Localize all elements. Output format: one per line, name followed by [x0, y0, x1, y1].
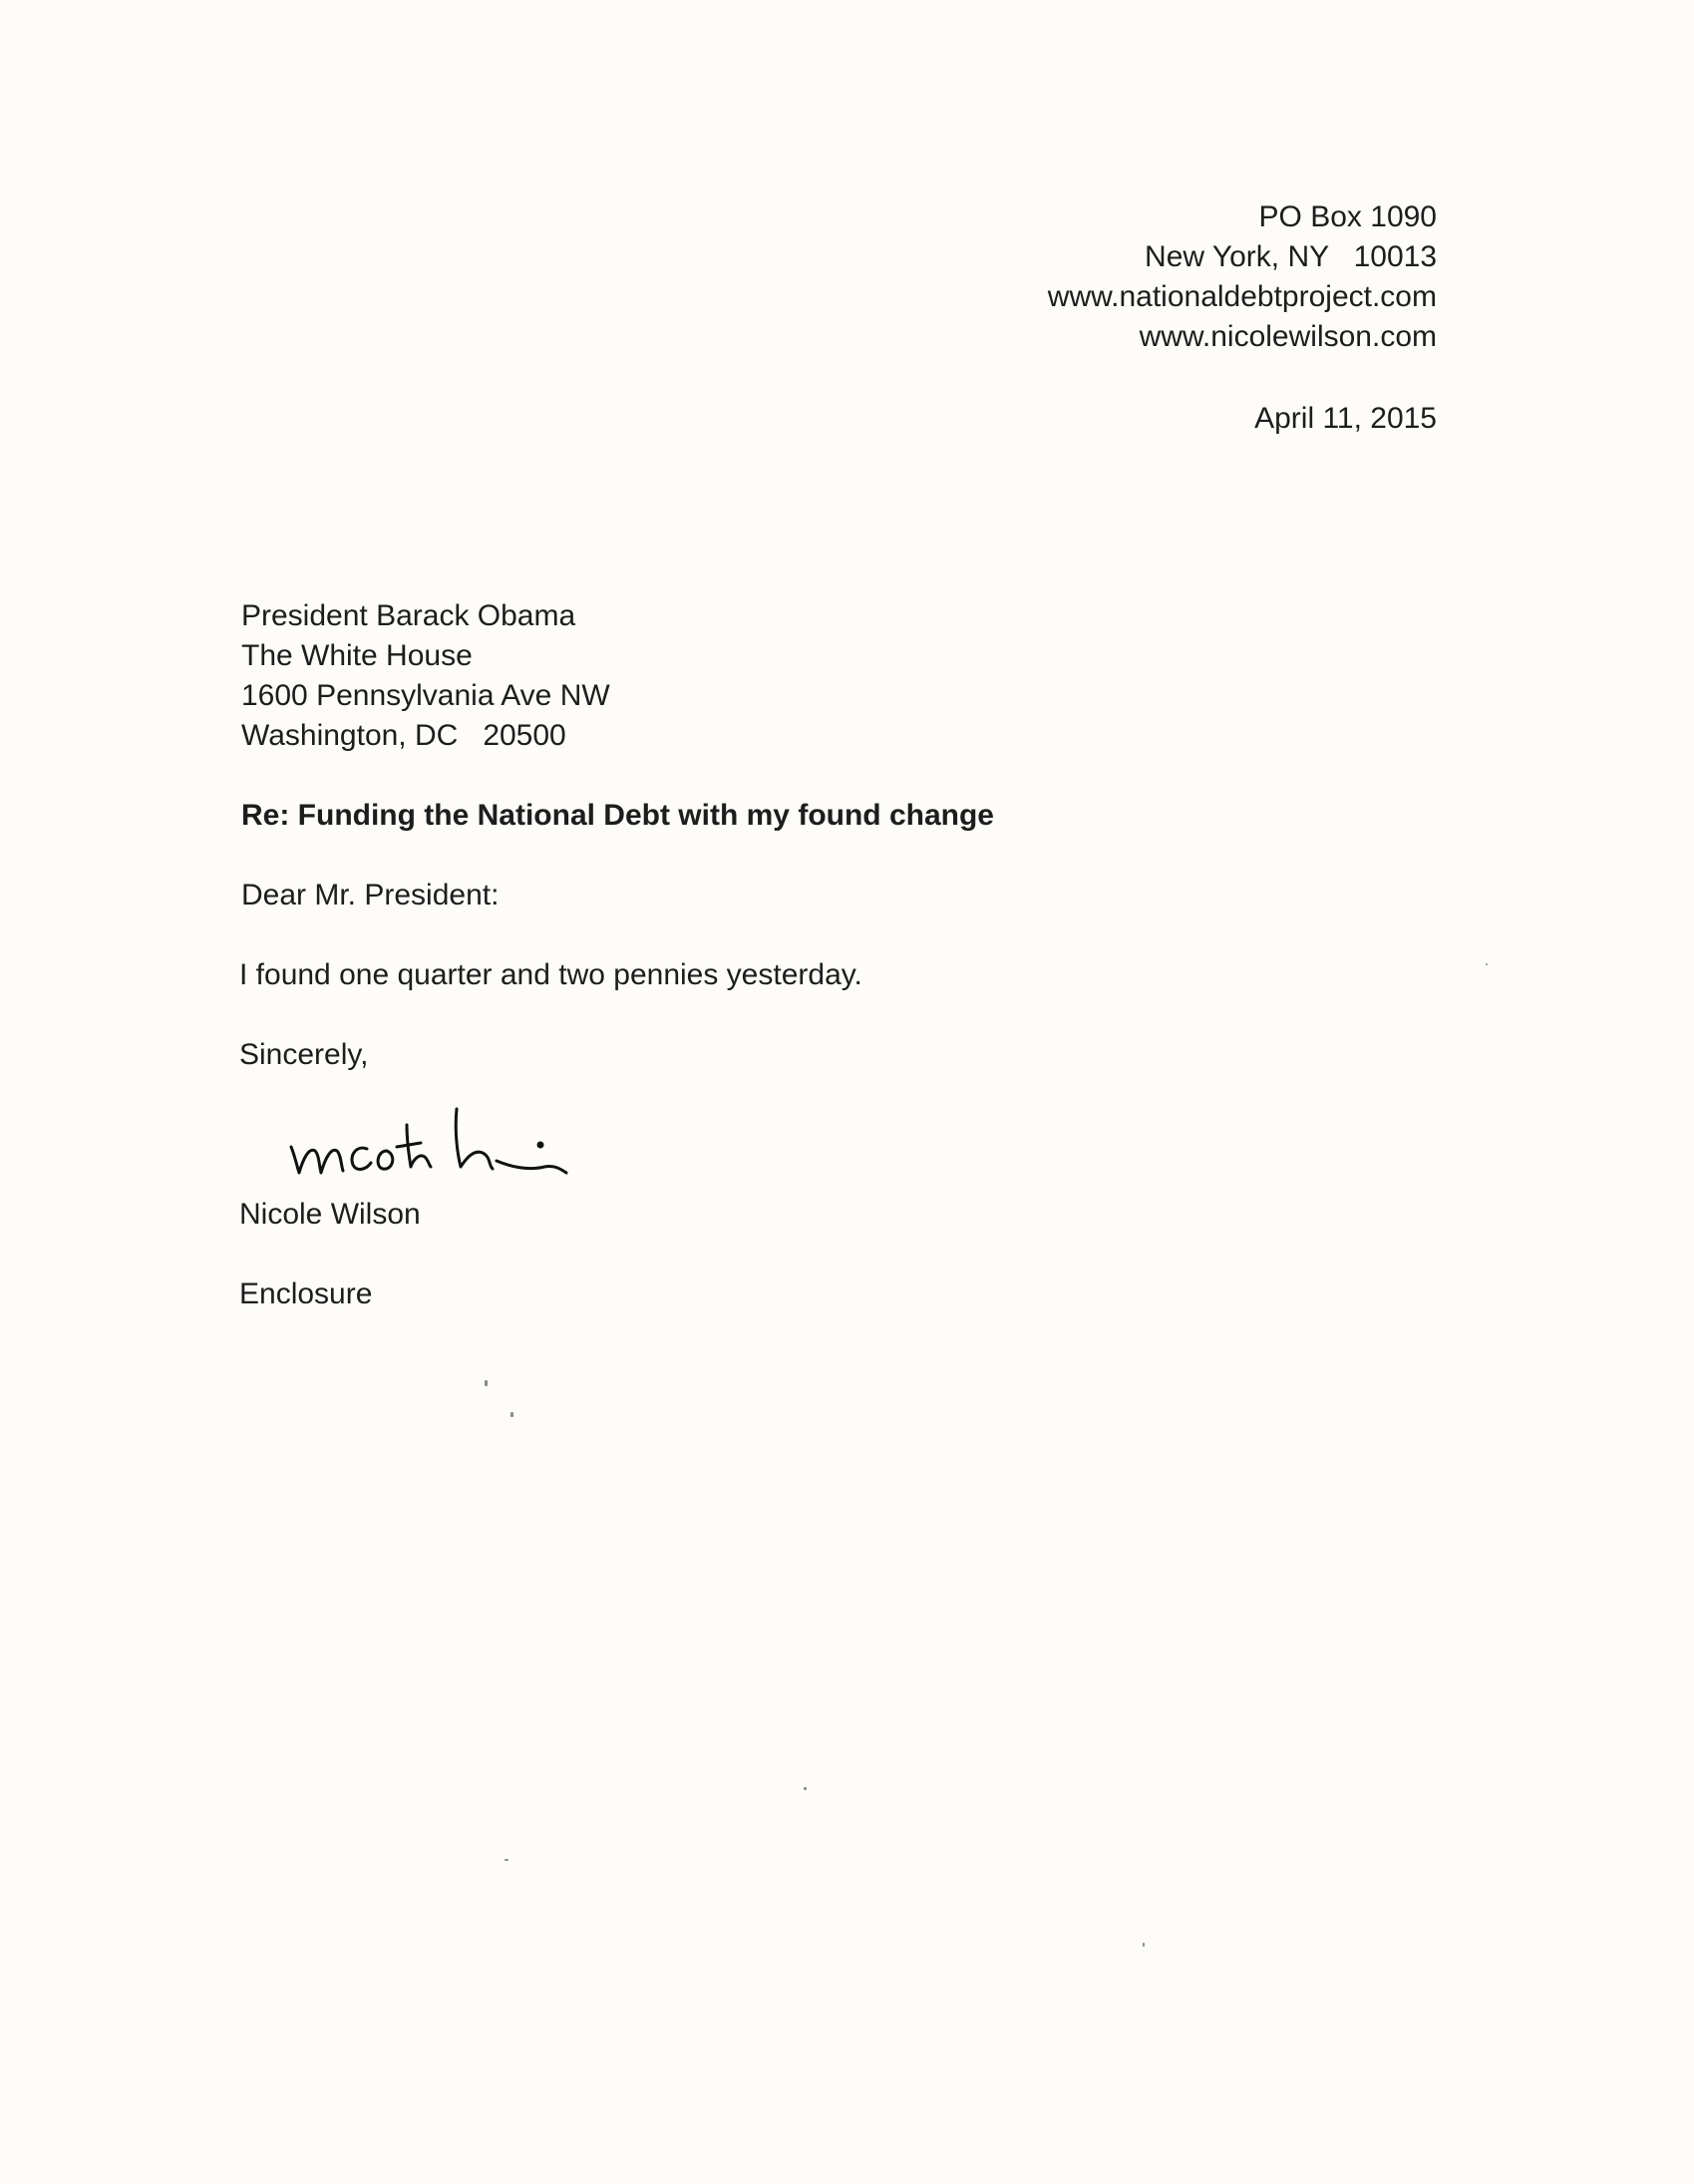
sender-city-state-zip: New York, NY 10013 — [1145, 240, 1437, 273]
paper-speck — [804, 1787, 807, 1790]
paper-speck — [485, 1380, 488, 1386]
recipient-city-state-zip: Washington, DC 20500 — [241, 719, 566, 752]
enclosure-notation: Enclosure — [239, 1277, 373, 1310]
sender-po-box: PO Box 1090 — [1258, 200, 1437, 233]
recipient-address-block — [241, 596, 610, 756]
subject-line: Re: Funding the National Debt with my found change — [241, 799, 994, 832]
paper-speck — [510, 1412, 513, 1417]
paper-speck — [1486, 963, 1488, 965]
paper-speck — [505, 1859, 508, 1861]
signer-name: Nicole Wilson — [239, 1198, 421, 1231]
salutation: Dear Mr. President: — [241, 879, 500, 911]
letter-body: I found one quarter and two pennies yesterday. — [239, 958, 862, 991]
sender-address-block — [1048, 197, 1437, 357]
recipient-organization: The White House — [241, 639, 473, 672]
sender-website-personal: www.nicolewilson.com — [1139, 320, 1437, 353]
recipient-street: 1600 Pennsylvania Ave NW — [241, 679, 610, 712]
paper-speck — [1143, 1943, 1145, 1947]
letter-date: April 11, 2015 — [1254, 402, 1437, 435]
closing: Sincerely, — [239, 1038, 369, 1071]
handwritten-signature — [279, 1095, 658, 1195]
recipient-name: President Barack Obama — [241, 599, 576, 632]
sender-website-project: www.nationaldebtproject.com — [1047, 280, 1437, 313]
